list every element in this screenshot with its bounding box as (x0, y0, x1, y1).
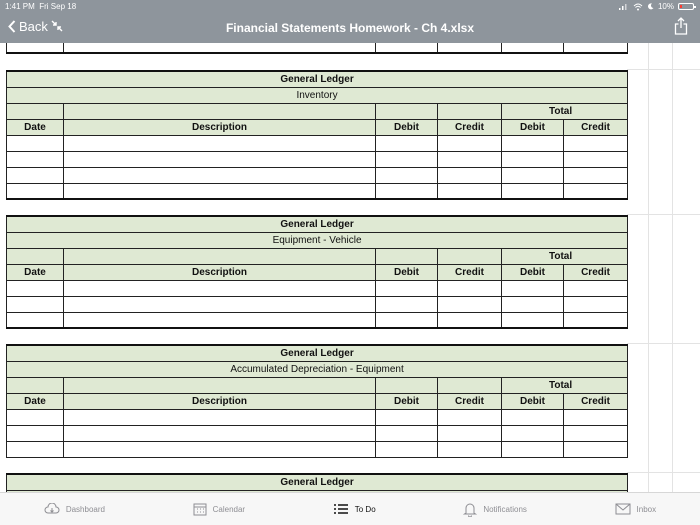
col-header-description[interactable]: Description (64, 119, 376, 135)
col-header-total-credit[interactable]: Credit (564, 119, 628, 135)
cell[interactable] (7, 312, 64, 328)
cell[interactable] (376, 151, 438, 167)
tab-label: Calendar (212, 504, 246, 514)
cell[interactable] (438, 377, 502, 393)
cell[interactable] (502, 151, 564, 167)
cell[interactable] (502, 425, 564, 441)
col-header-description[interactable]: Description (64, 264, 376, 280)
cell[interactable] (376, 296, 438, 312)
tab-dashboard[interactable] (44, 503, 105, 515)
share-icon (674, 17, 688, 35)
ledger-heading[interactable]: General Ledger (7, 474, 628, 490)
col-header-credit[interactable]: Credit (438, 119, 502, 135)
cell[interactable] (64, 151, 376, 167)
total-header[interactable]: Total (502, 377, 628, 393)
bell-icon (463, 502, 477, 517)
cell[interactable] (438, 409, 502, 425)
cell[interactable] (64, 248, 376, 264)
grid-line (627, 214, 700, 215)
ledger-heading[interactable]: General Ledger (7, 345, 628, 361)
cell[interactable] (376, 103, 438, 119)
cell[interactable] (64, 280, 376, 296)
total-header[interactable]: Total (502, 103, 628, 119)
signal-icon (619, 3, 629, 10)
ledger-account-name[interactable]: Accumulated Depreciation - Equipment (7, 361, 628, 377)
cell[interactable] (376, 135, 438, 151)
cell[interactable] (64, 183, 376, 199)
cell[interactable] (564, 43, 628, 53)
cell[interactable] (64, 312, 376, 328)
col-header-credit[interactable]: Credit (438, 393, 502, 409)
battery-percent: 10% (657, 2, 674, 11)
cell[interactable] (7, 409, 64, 425)
nav-bar (0, 13, 700, 43)
cell[interactable] (376, 280, 438, 296)
tab-label: Notifications (483, 504, 527, 514)
cell[interactable] (7, 151, 64, 167)
ledger-account-name[interactable]: Equipment - Vehicle (7, 232, 628, 248)
wifi-icon (633, 3, 643, 11)
mail-icon (615, 503, 631, 515)
cell[interactable] (376, 312, 438, 328)
col-header-total-credit[interactable]: Credit (564, 264, 628, 280)
cell[interactable] (7, 43, 64, 53)
cell[interactable] (7, 103, 64, 119)
moon-icon (647, 3, 654, 10)
grid-line (672, 43, 673, 492)
cell[interactable] (438, 151, 502, 167)
cell[interactable] (502, 183, 564, 199)
spreadsheet-grid[interactable] (0, 43, 700, 492)
cell[interactable] (502, 441, 564, 457)
cell[interactable] (438, 248, 502, 264)
cell[interactable] (438, 441, 502, 457)
col-header-date[interactable]: Date (7, 264, 64, 280)
tab-calendar[interactable] (193, 502, 245, 516)
cell[interactable] (438, 425, 502, 441)
cell[interactable] (502, 280, 564, 296)
ledger-account-name[interactable]: Inventory (7, 87, 628, 103)
cell[interactable] (7, 135, 64, 151)
document-title: Financial Statements Homework - Ch 4.xlsx (225, 21, 475, 35)
tab-label: Inbox (636, 504, 657, 514)
share-button[interactable] (674, 17, 688, 40)
cloud-icon (44, 503, 60, 515)
cell[interactable] (564, 151, 628, 167)
cell[interactable] (564, 441, 628, 457)
col-header-total-debit[interactable]: Debit (502, 393, 564, 409)
tab-label: To Do (354, 504, 376, 514)
cell[interactable] (7, 296, 64, 312)
cell[interactable] (64, 103, 376, 119)
cell[interactable] (376, 409, 438, 425)
cell[interactable] (502, 43, 564, 53)
cell[interactable] (502, 409, 564, 425)
ledger-heading[interactable]: General Ledger (7, 216, 628, 232)
cell[interactable] (564, 409, 628, 425)
ledger-partial (6, 473, 628, 492)
cell[interactable] (7, 167, 64, 183)
cell[interactable] (564, 296, 628, 312)
cell[interactable] (438, 183, 502, 199)
col-header-debit[interactable]: Debit (376, 393, 438, 409)
cell[interactable] (7, 377, 64, 393)
cell[interactable] (376, 425, 438, 441)
col-header-date[interactable]: Date (7, 119, 64, 135)
status-time: 1:41 PM Fri Sep 18 (5, 2, 77, 11)
cell[interactable] (438, 312, 502, 328)
ledger-equipment-vehicle (6, 215, 628, 329)
cell[interactable] (64, 167, 376, 183)
tab-notifications[interactable] (463, 502, 527, 517)
grid-line (627, 343, 700, 344)
col-header-total-debit[interactable]: Debit (502, 119, 564, 135)
grid-line (627, 472, 700, 473)
cell[interactable] (564, 135, 628, 151)
cell[interactable] (438, 280, 502, 296)
col-header-total-debit[interactable]: Debit (502, 264, 564, 280)
cell[interactable] (7, 280, 64, 296)
col-header-debit[interactable]: Debit (376, 119, 438, 135)
cell[interactable] (564, 425, 628, 441)
total-header[interactable]: Total (502, 248, 628, 264)
ledger-accumulated-depreciation (6, 344, 628, 458)
cell[interactable] (438, 103, 502, 119)
status-bar (0, 0, 700, 13)
tab-to-do[interactable] (333, 503, 376, 515)
cell[interactable] (564, 280, 628, 296)
cell[interactable] (64, 377, 376, 393)
cell[interactable] (376, 167, 438, 183)
cell[interactable] (564, 167, 628, 183)
cell[interactable] (438, 167, 502, 183)
cell[interactable] (64, 296, 376, 312)
col-header-credit[interactable]: Credit (438, 264, 502, 280)
col-header-total-credit[interactable]: Credit (564, 393, 628, 409)
cell[interactable] (7, 248, 64, 264)
cell[interactable] (438, 296, 502, 312)
cell[interactable] (376, 183, 438, 199)
ledger-heading[interactable]: General Ledger (7, 71, 628, 87)
col-header-debit[interactable]: Debit (376, 264, 438, 280)
cell[interactable] (64, 441, 376, 457)
cell[interactable] (438, 135, 502, 151)
ledger-inventory (6, 70, 628, 200)
cell[interactable] (7, 183, 64, 199)
tab-bar (0, 492, 700, 525)
cell[interactable] (64, 409, 376, 425)
cell[interactable] (64, 43, 376, 53)
cell[interactable] (376, 248, 438, 264)
back-label: Back (19, 19, 48, 34)
calendar-icon (193, 502, 207, 516)
cell[interactable] (564, 183, 628, 199)
tab-label: Dashboard (65, 504, 105, 514)
cell[interactable] (64, 425, 376, 441)
col-header-date[interactable]: Date (7, 393, 64, 409)
grid-line (648, 43, 649, 492)
cell[interactable] (7, 441, 64, 457)
cell[interactable] (7, 425, 64, 441)
status-indicators (619, 2, 694, 11)
grid-line (627, 69, 700, 70)
cell[interactable] (502, 135, 564, 151)
cell[interactable] (376, 377, 438, 393)
col-header-description[interactable]: Description (64, 393, 376, 409)
cell[interactable] (564, 312, 628, 328)
cell[interactable] (64, 135, 376, 151)
partial-ledger-bottom (6, 43, 628, 54)
cell[interactable] (376, 43, 438, 53)
cell[interactable] (502, 312, 564, 328)
cell[interactable] (376, 441, 438, 457)
battery-icon (678, 3, 694, 10)
cell[interactable] (502, 296, 564, 312)
list-icon (333, 503, 349, 515)
cell[interactable] (438, 43, 502, 53)
cell[interactable] (502, 167, 564, 183)
tab-inbox[interactable] (615, 503, 657, 515)
